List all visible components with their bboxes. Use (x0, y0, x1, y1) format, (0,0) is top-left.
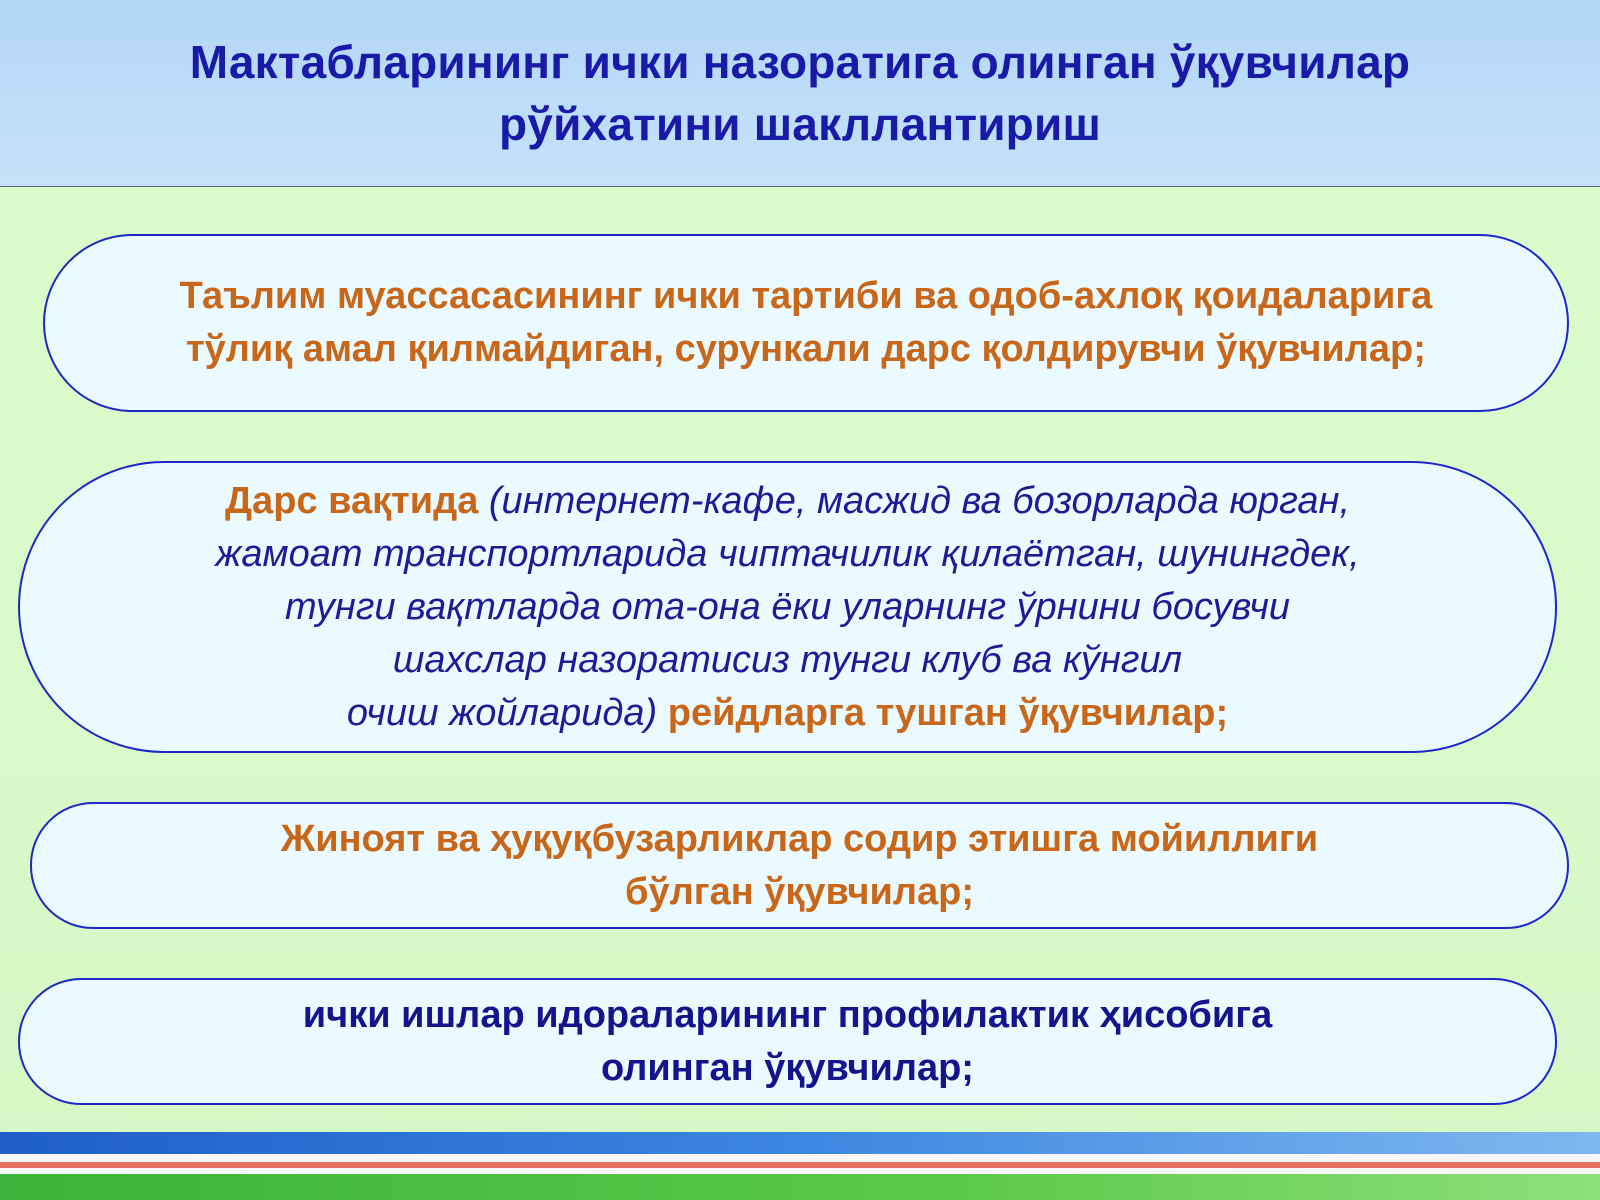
stripe-white (0, 1154, 1600, 1162)
emphasis-text: Дарс вақтида (224, 479, 479, 522)
list-item-line: олинган ўқувчилар; (601, 1046, 974, 1089)
list-item-line (215, 475, 1360, 528)
list-item-line: бўлган ўқувчилар; (625, 870, 974, 913)
list-item-text (303, 989, 1272, 1095)
slide-title-line-1: Мактабларининг ички назоратига олинган ўқувчилар (189, 36, 1411, 88)
footer-stripes (0, 1132, 1600, 1200)
list-item-police-registry (18, 978, 1557, 1105)
list-item-line (215, 687, 1360, 740)
list-item-line: тунги вақтларда ота-она ёки уларнинг ўрнини босувчи (285, 585, 1290, 628)
list-item-line: тўлиқ амал қилмайдиган, сурункали дарс қолдирувчи ўқувчилар; (186, 328, 1426, 370)
italic-text: (интернет-кафе, масжид ва бозорларда юрган, (478, 479, 1351, 522)
list-item-text (180, 270, 1433, 376)
list-item-line: Жиноят ва ҳуқуқбузарликлар содир этишга мойиллиги (280, 817, 1319, 860)
list-item-line: жамоат транспортларида чиптачилик қилаётган, шунингдек, (215, 532, 1360, 575)
list-item-text (281, 813, 1318, 919)
list-item-text (215, 475, 1360, 740)
list-item-crime-tendency (30, 802, 1569, 929)
slide-title (190, 31, 1410, 155)
list-item-line: ички ишлар идораларининг профилактик ҳисобига (302, 993, 1273, 1036)
list-item-internal-rules (43, 234, 1569, 412)
list-item-line: шахслар назоратисиз тунги клуб ва кўнгил (392, 638, 1183, 681)
title-banner (0, 0, 1600, 187)
slide-title-line-2: рўйхатини шакллантириш (498, 98, 1102, 150)
italic-text: очиш жойларида) (346, 691, 668, 734)
stripe-blue (0, 1132, 1600, 1154)
list-item-line: Таълим муассасасининг ички тартиби ва одоб-ахлоқ қоидаларига (179, 275, 1433, 317)
list-item-raids (18, 461, 1557, 753)
emphasis-text: рейдларга тушган ўқувчилар; (667, 691, 1229, 734)
stripe-green (0, 1174, 1600, 1200)
